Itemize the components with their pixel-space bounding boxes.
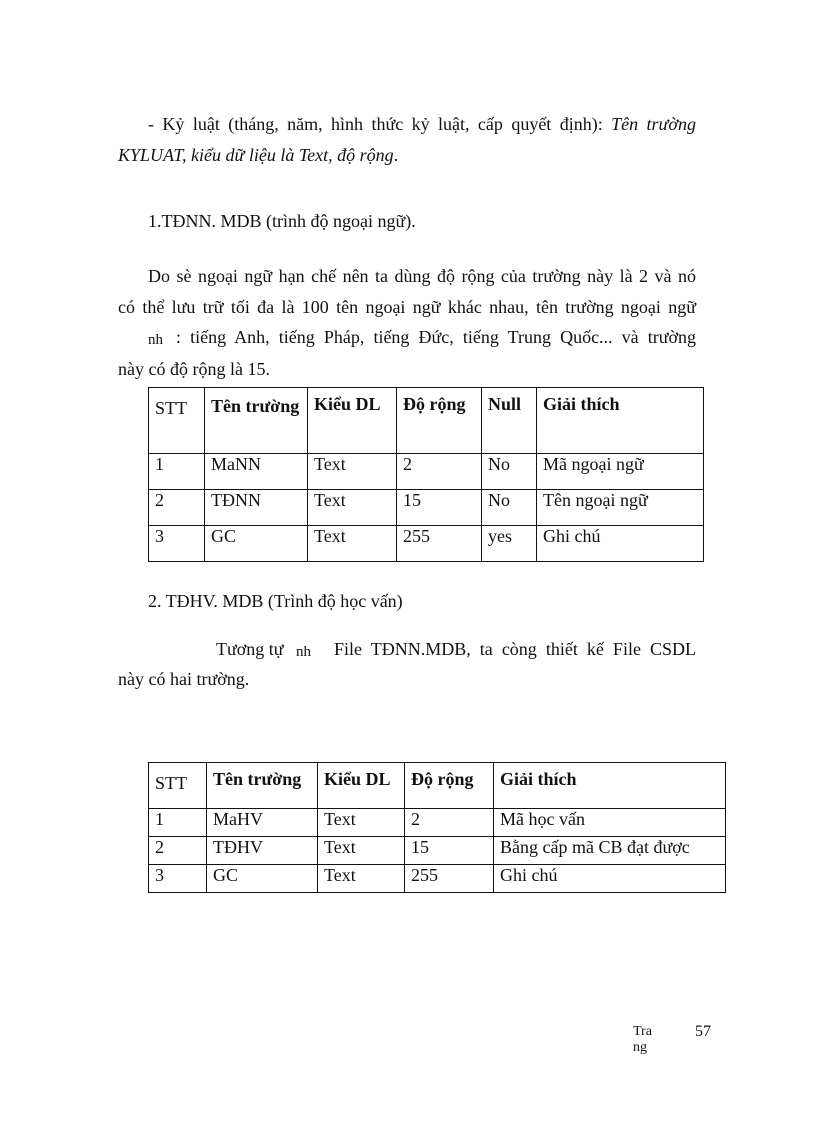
table2-cell: Text xyxy=(318,837,405,865)
section1-para-line-2: có thể lưu trữ tối đa là 100 tên ngoại ngữ khác nhau, tên trường ngoại ngữ xyxy=(118,297,696,317)
table1-header-null: Null xyxy=(482,388,537,454)
table2-header-stt: STT xyxy=(149,763,207,809)
table1-header-do-rong: Độ rộng xyxy=(397,388,482,454)
section1-heading: 1.TĐNN. MDB (trình độ ngoại ngữ). xyxy=(148,211,416,231)
table-row xyxy=(149,837,726,865)
table-tdhv xyxy=(148,762,726,893)
table-row xyxy=(149,454,704,490)
table1-cell: Text xyxy=(308,454,397,490)
table1-cell: yes xyxy=(482,526,537,562)
section2-para-part2: File TĐNN.MDB, ta còng thiết kế File CSDL xyxy=(334,639,696,659)
table2-cell: Text xyxy=(318,809,405,837)
table2-cell: 255 xyxy=(405,865,494,893)
table1-cell: TĐNN xyxy=(205,490,308,526)
kyluat-italic-1: Tên trường xyxy=(611,114,696,134)
table1-cell: Text xyxy=(308,490,397,526)
section2-para-small: nh xyxy=(296,644,311,660)
table2-header-ten-truong: Tên trường xyxy=(207,763,318,809)
table2-header-kieu-dl: Kiểu DL xyxy=(318,763,405,809)
table1-header-stt: STT xyxy=(149,388,205,454)
table1-cell: Ghi chú xyxy=(537,526,704,562)
table2-cell: 15 xyxy=(405,837,494,865)
section1-para-line-1: Do sè ngoại ngữ hạn chế nên ta dùng độ rộng của trường này là 2 và nó xyxy=(148,266,696,286)
table1-cell: No xyxy=(482,490,537,526)
table-tdnn xyxy=(148,387,704,562)
section2-heading: 2. TĐHV. MDB (Trình độ học vấn) xyxy=(148,591,403,611)
table2-cell: Bằng cấp mã CB đạt được xyxy=(494,837,726,865)
section1-para-small: nh xyxy=(148,332,163,348)
kyluat-line-1 xyxy=(148,113,696,135)
table-row xyxy=(149,490,704,526)
kyluat-line-2 xyxy=(118,144,398,166)
table-row xyxy=(149,526,704,562)
table2-cell: GC xyxy=(207,865,318,893)
section1-para-line-4: này có độ rộng là 15. xyxy=(118,359,270,379)
section1-para-line-3: : tiếng Anh, tiếng Pháp, tiếng Đức, tiếng Trung Quốc... và trường xyxy=(176,327,696,347)
table1-header-giai-thich: Giải thích xyxy=(537,388,704,454)
kyluat-end: . xyxy=(393,145,399,165)
table2-cell: 2 xyxy=(149,837,207,865)
footer-label-bottom: ng xyxy=(633,1040,647,1055)
table-row xyxy=(149,865,726,893)
page-number: 57 xyxy=(695,1023,711,1040)
table2-cell: TĐHV xyxy=(207,837,318,865)
table1-cell: Mã ngoại ngữ xyxy=(537,454,704,490)
table1-cell: GC xyxy=(205,526,308,562)
table1-cell: 15 xyxy=(397,490,482,526)
table1-header-ten-truong: Tên trường xyxy=(205,388,308,454)
kyluat-italic-2: KYLUAT, kiểu dữ liệu là Text, độ rộng xyxy=(118,145,394,165)
table1-cell: 2 xyxy=(397,454,482,490)
kyluat-prefix: - Kỷ luật (tháng, năm, hình thức kỷ luật, cấp quyết định): xyxy=(148,114,612,134)
table2-header-do-rong: Độ rộng xyxy=(405,763,494,809)
table1-cell: 1 xyxy=(149,454,205,490)
table1-cell: 255 xyxy=(397,526,482,562)
table2-cell: MaHV xyxy=(207,809,318,837)
table2-cell: 3 xyxy=(149,865,207,893)
table2-cell: Text xyxy=(318,865,405,893)
table1-cell: Text xyxy=(308,526,397,562)
table2-cell: 2 xyxy=(405,809,494,837)
table1-cell: 2 xyxy=(149,490,205,526)
table2-header-giai-thich: Giải thích xyxy=(494,763,726,809)
section2-para-line-2: này có hai trường. xyxy=(118,669,250,689)
table1-header-kieu-dl: Kiểu DL xyxy=(308,388,397,454)
footer-label-top: Tra xyxy=(633,1024,652,1039)
table2-cell: Ghi chú xyxy=(494,865,726,893)
table1-cell: 3 xyxy=(149,526,205,562)
table-row xyxy=(149,809,726,837)
section2-para-part1: Tương tự xyxy=(216,639,284,659)
table1-cell: MaNN xyxy=(205,454,308,490)
table2-cell: 1 xyxy=(149,809,207,837)
table2-cell: Mã học vấn xyxy=(494,809,726,837)
table1-cell: No xyxy=(482,454,537,490)
table1-cell: Tên ngoại ngữ xyxy=(537,490,704,526)
